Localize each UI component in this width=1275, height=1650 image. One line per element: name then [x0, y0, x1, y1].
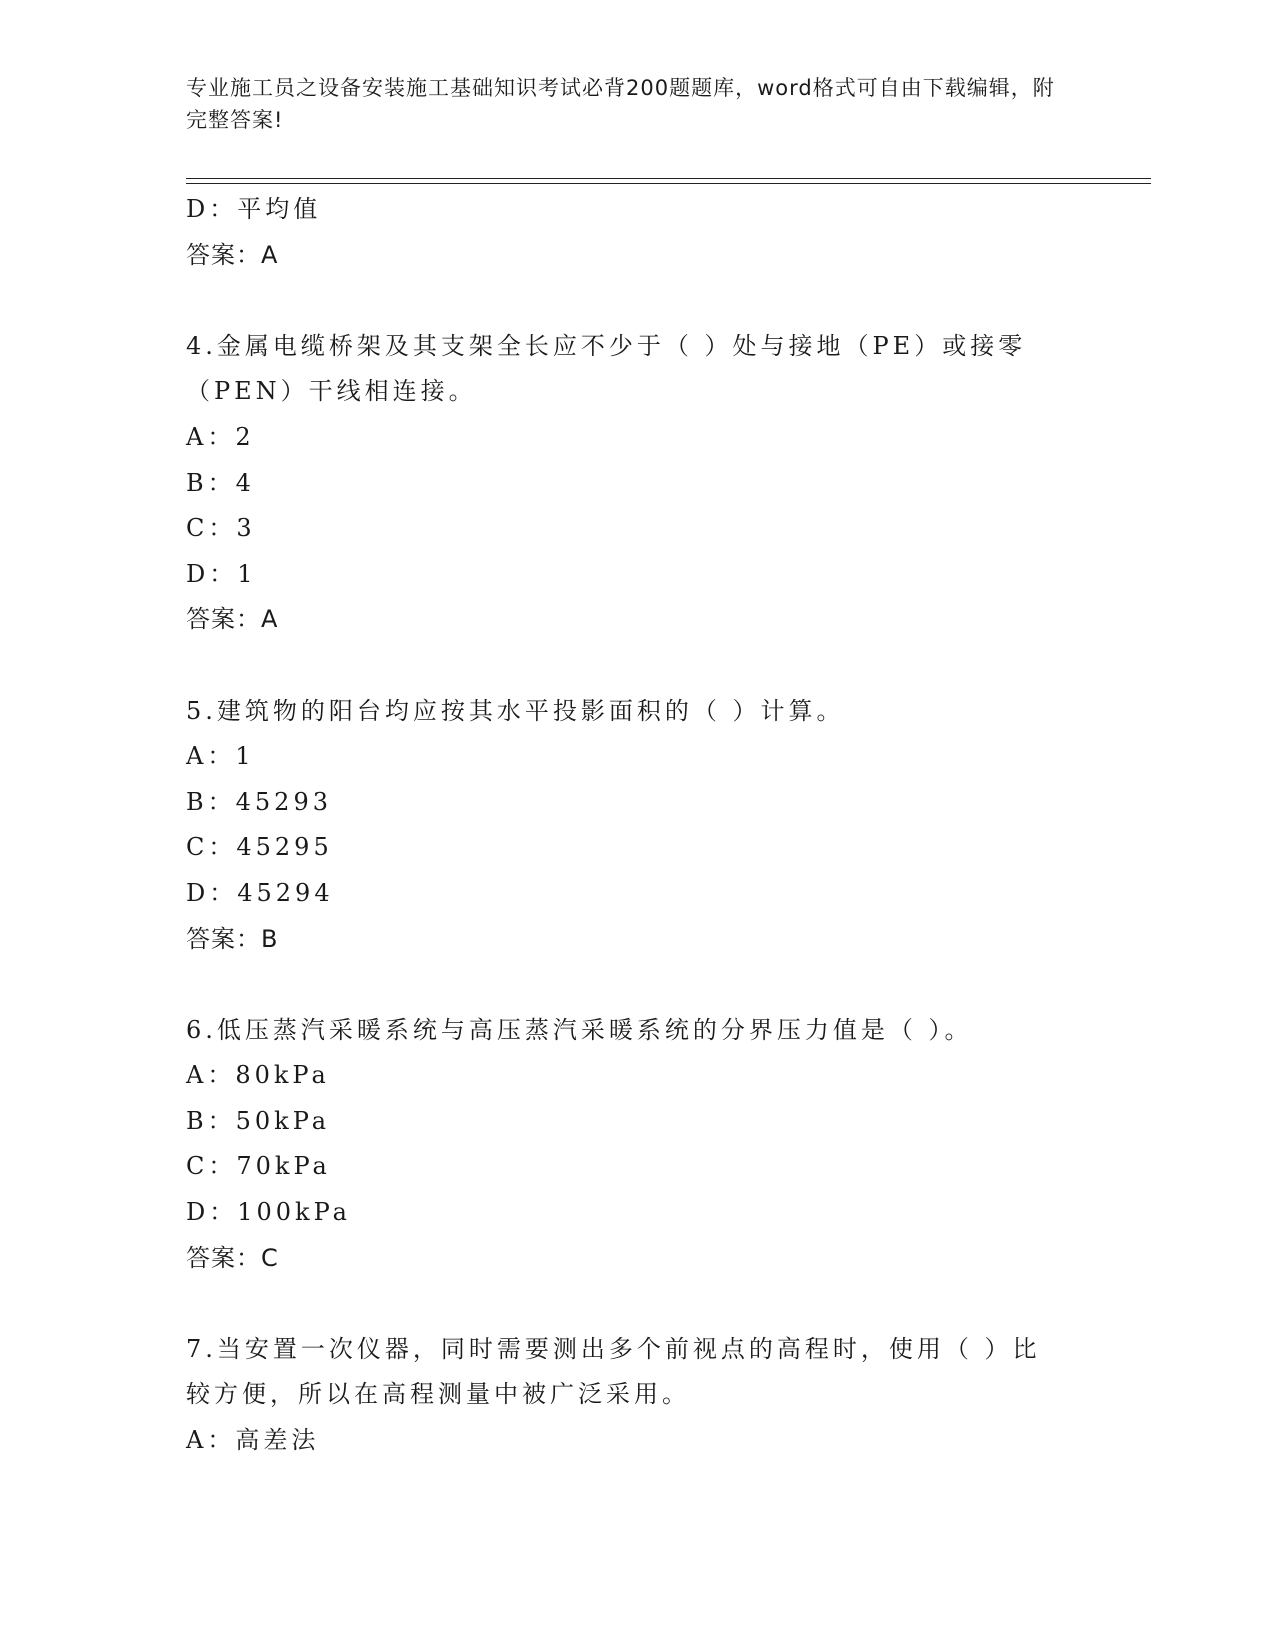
option-line: B：50kPa [186, 1106, 331, 1135]
document-body [186, 187, 1086, 1464]
option-line: C：3 [186, 514, 256, 543]
answer-line: 答案：A [186, 605, 279, 634]
question-stem: 5.建筑物的阳台均应按其水平投影面积的（ ）计算。 [186, 696, 845, 725]
answer-line: 答案：A [186, 240, 279, 269]
question-stem: 6.低压蒸汽采暖系统与高压蒸汽采暖系统的分界压力值是（ ）。 [186, 1015, 973, 1044]
header-divider-bottom [186, 183, 1151, 184]
answer-line: 答案：C [186, 1243, 279, 1272]
option-line: C：70kPa [186, 1152, 331, 1181]
question-stem: 4.金属电缆桥架及其支架全长应不少于（ ）处与接地（PE）或接零（PEN）干线相连接。 [186, 331, 1027, 406]
option-line: D：45294 [186, 878, 334, 907]
question-stem: 7.当安置一次仪器，同时需要测出多个前视点的高程时，使用（ ）比较方便，所以在高程测量中被广泛采用。 [186, 1334, 1041, 1409]
header-divider-top [186, 178, 1151, 179]
option-line: D：平均值 [186, 195, 322, 223]
option-line: A：高差法 [186, 1426, 320, 1455]
spacer [186, 643, 1086, 689]
option-line: A：80kPa [186, 1061, 330, 1090]
header-title: 专业施工员之设备安装施工基础知识考试必背200题题库，word格式可自由下载编辑，附完整答案! [186, 76, 1055, 132]
spacer [186, 962, 1086, 1008]
option-line: A：1 [186, 742, 255, 771]
answer-line: 答案：B [186, 924, 279, 953]
option-line: B：4 [186, 468, 255, 497]
option-line: C：45295 [186, 833, 333, 862]
spacer [186, 278, 1086, 324]
option-line: A：2 [186, 422, 255, 451]
option-line: B：45293 [186, 787, 332, 816]
option-line: D：1 [186, 559, 257, 588]
document-header [186, 72, 1066, 136]
option-line: D：100kPa [186, 1198, 351, 1227]
spacer [186, 1281, 1086, 1327]
